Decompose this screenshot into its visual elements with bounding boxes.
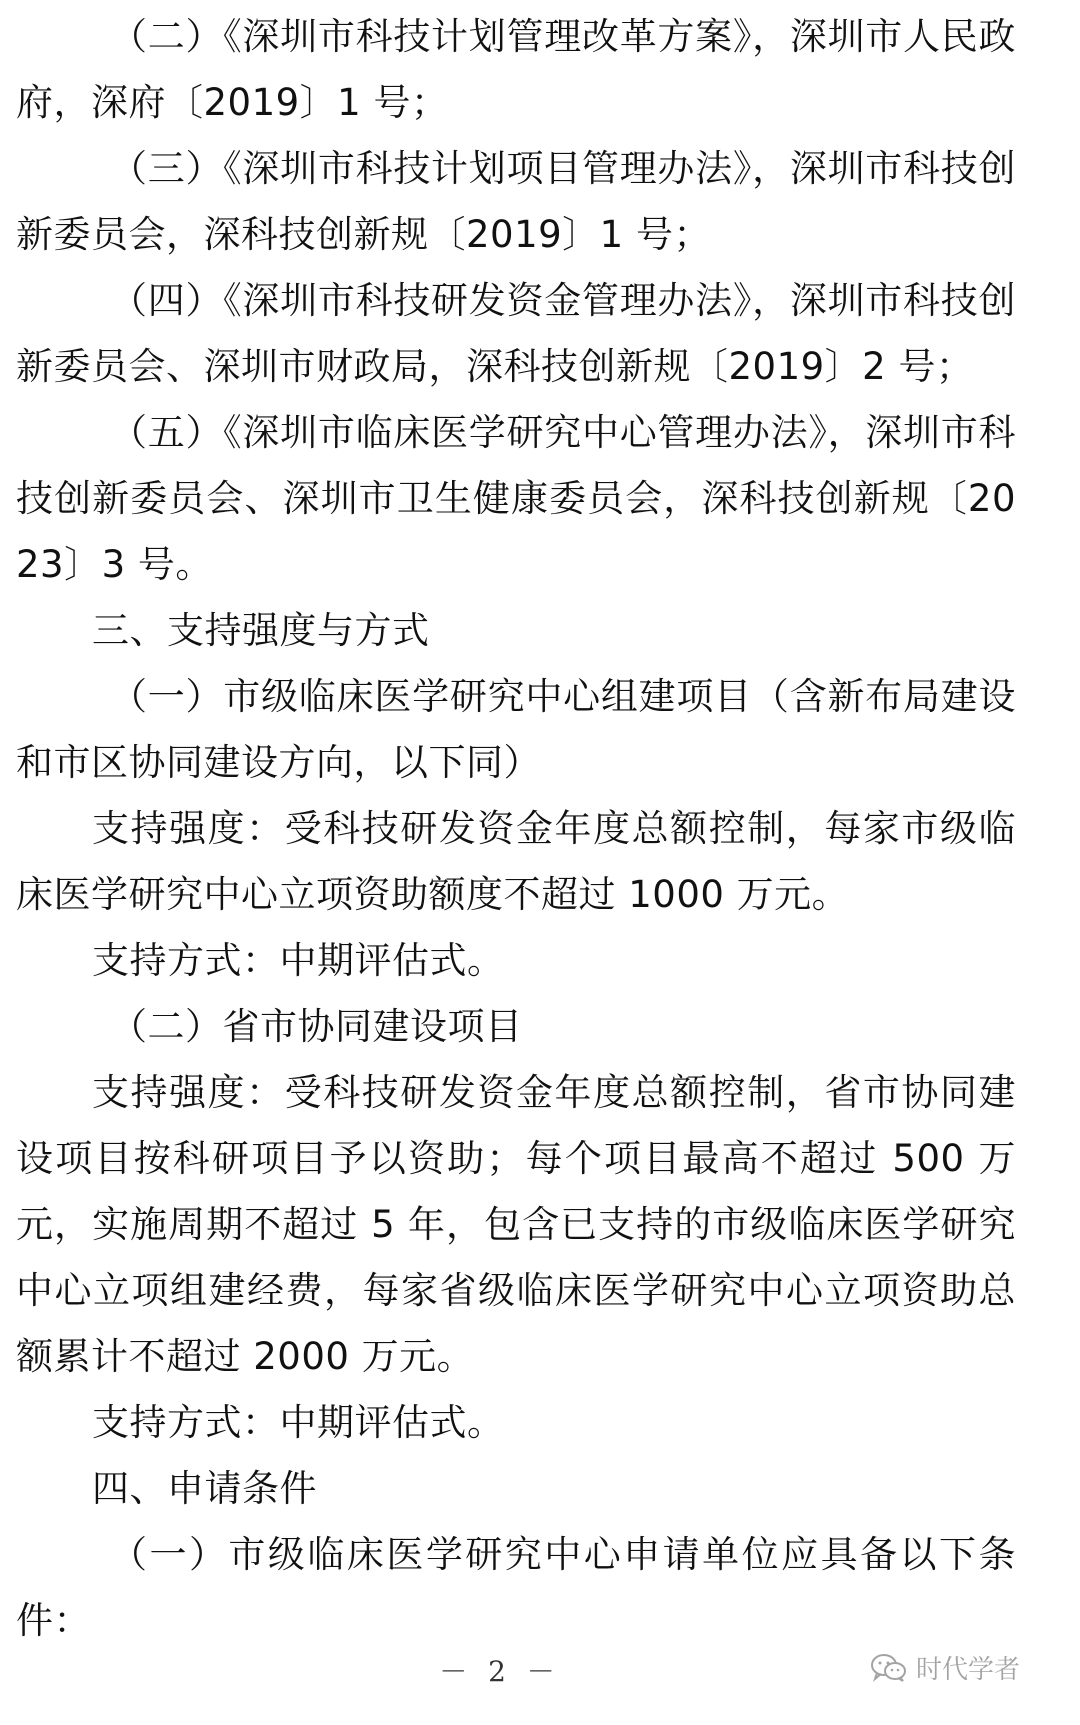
subsection-heading-applicant-conditions: （一）市级临床医学研究中心申请单位应具备以下条件： — [16, 1533, 1016, 1642]
page-number: － 2 － — [439, 1655, 561, 1688]
wechat-icon — [870, 1653, 908, 1683]
subsection-heading-provincial-municipal: （二）省市协同建设项目 — [110, 1005, 523, 1048]
watermark-text: 时代学者 — [915, 1655, 1020, 1685]
subsection-heading-municipal-center: （一）市级临床医学研究中心组建项目（含新布局建设和市区协同建设方向，以下同） — [16, 675, 1016, 784]
watermark — [870, 1649, 1020, 1686]
paragraph-support-intensity-1: 支持强度：受科技研发资金年度总额控制，每家市级临床医学研究中心立项资助额度不超过 1000 万元。 — [16, 807, 1016, 916]
paragraph-reference-2: （二）《深圳市科技计划管理改革方案》，深圳市人民政府，深府〔2019〕1 号； — [16, 15, 1016, 124]
paragraph-reference-3: （三）《深圳市科技计划项目管理办法》，深圳市科技创新委员会，深科技创新规〔2019〕1 号； — [16, 147, 1016, 256]
section-heading-conditions: 四、申请条件 — [92, 1467, 317, 1510]
document-body — [16, 4, 1016, 1654]
paragraph-reference-5: （五）《深圳市临床医学研究中心管理办法》，深圳市科技创新委员会、深圳市卫生健康委员会，深科技创新规〔2023〕3 号。 — [16, 411, 1016, 586]
paragraph-support-intensity-2: 支持强度：受科技研发资金年度总额控制，省市协同建设项目按科研项目予以资助；每个项目最高不超过 500 万元，实施周期不超过 5 年，包含已支持的市级临床医学研究中心立项组建经费，每家省级临床医学研究中心立项资助总额累计不超过 2000 万元。 — [16, 1071, 1016, 1378]
section-heading-support: 三、支持强度与方式 — [92, 609, 430, 652]
paragraph-reference-4: （四）《深圳市科技研发资金管理办法》，深圳市科技创新委员会、深圳市财政局，深科技创新规〔2019〕2 号； — [16, 279, 1016, 388]
paragraph-support-method-1: 支持方式：中期评估式。 — [92, 939, 505, 982]
paragraph-support-method-2: 支持方式：中期评估式。 — [92, 1401, 505, 1444]
